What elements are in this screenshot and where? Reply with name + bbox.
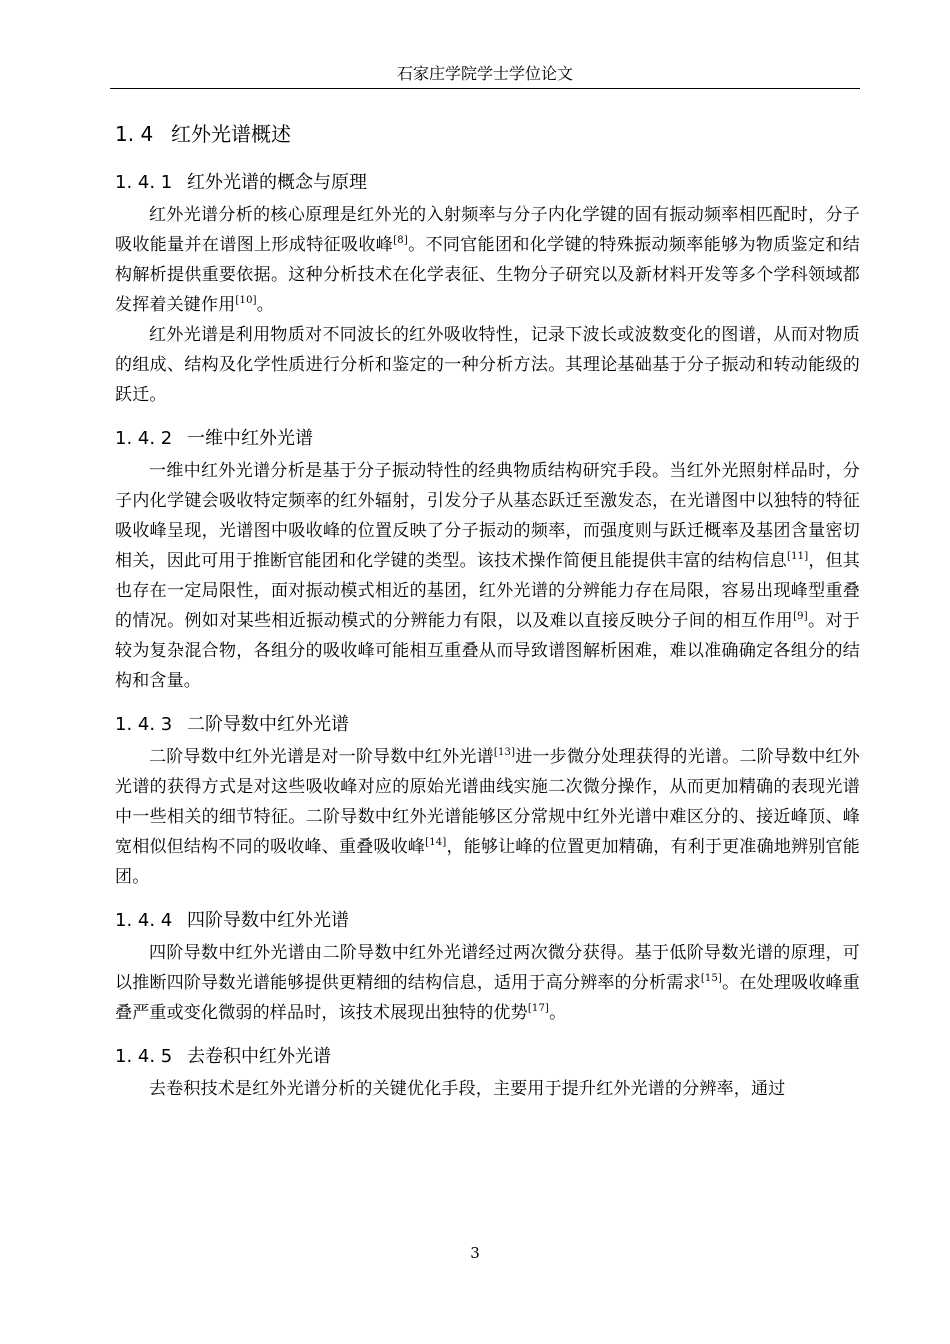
subsection-1-4-1 [115,170,860,410]
citation: [14] [425,837,447,848]
page-body [115,110,860,1120]
text-run: 二阶导数中红外光谱是对一阶导数中红外光谱 [149,747,494,767]
paragraph [115,742,860,892]
paragraph: 红外光谱是利用物质对不同波长的红外吸收特性，记录下波长或波数变化的图谱，从而对物质的组成、结构及化学性质进行分析和鉴定的一种分析方法。其理论基础基于分子振动和转动能级的跃迁。 [115,325,860,405]
text-run: 。在处理吸收峰重叠严重或变化微弱的样品时，该技术展现出独特的优势 [115,973,860,1023]
paragraph [115,200,860,320]
subsection-1-4-3 [115,712,860,892]
subsection-heading [115,170,860,196]
subsection-number: 1. 4. 4 [115,910,173,931]
citation: [17] [527,1003,550,1014]
running-header: 石家庄学院学士学位论文 [396,64,573,83]
citation: [9] [793,611,808,622]
text-run: 四阶导数中红外光谱由二阶导数中红外光谱经过两次微分获得。基于低阶导数光谱的原理，可以推断四阶导数光谱能够提供更精细的结构信息，适用于高分辨率的分析需求 [115,943,860,993]
text-run: 红外光谱分析的核心原理是红外光的入射频率与分子内化学键的固有振动频率相匹配时，分子吸收能量并在谱图上形成特征吸收峰 [115,205,860,255]
subsection-heading [115,1044,860,1070]
citation: [11] [786,551,809,562]
subsection-title: 红外光谱的概念与原理 [187,172,367,193]
text-run: 进一步微分处理获得的光谱。二阶导数中红外光谱的获得方式是对这些吸收峰对应的原始光谱曲线实施二次微分操作，从而更加精确的表现光谱中一些相关的细节特征。二阶导数中红外光谱能够区分常规中红外光谱中难区分的、接近峰顶、峰宽相似但结构不同的吸收峰、重叠吸收峰 [115,747,861,857]
subsection-number: 1. 4. 1 [115,172,173,193]
text-run: 。不同官能团和化学键的特殊振动频率能够为物质鉴定和结构解析提供重要依据。这种分析技术在化学表征、生物分子研究以及新材料开发等多个学科领域都发挥着关键作用 [115,235,860,315]
text-run: ，但其也存在一定局限性，面对振动模式相近的基团，红外光谱的分辨能力存在局限，容易出现峰型重叠的情况。例如对某些相近振动模式的分辨能力有限，以及难以直接反映分子间的相互作用 [115,551,860,631]
subsection-title: 去卷积中红外光谱 [187,1046,331,1067]
text-run: 一维中红外光谱分析是基于分子振动特性的经典物质结构研究手段。当红外光照射样品时，分子内化学键会吸收特定频率的红外辐射，引发分子从基态跃迁至激发态，在光谱图中以独特的特征吸收峰呈现，光谱图中吸收峰的位置反映了分子振动的频率，而强度则与跃迁概率及基团含量密切相关，因此可用于推断官能团和化学键的类型。该技术操作简便且能提供丰富的结构信息 [115,461,860,571]
header-rule [110,88,860,89]
section-number: 1. 4 [115,122,154,146]
citation: [13] [493,747,516,758]
text-run: 。对于较为复杂混合物，各组分的吸收峰可能相互重叠从而导致谱图解析困难，难以准确确定各组分的结构和含量。 [115,611,860,691]
subsection-title: 四阶导数中红外光谱 [187,910,349,931]
subsection-heading [115,908,860,934]
section-heading [115,120,860,148]
text-run: 。 [256,295,274,315]
section-title: 红外光谱概述 [171,122,291,146]
subsection-title: 一维中红外光谱 [187,428,313,449]
subsection-number: 1. 4. 2 [115,428,173,449]
text-run: ，能够让峰的位置更加精确，有利于更准确地辨别官能团。 [115,837,860,887]
text-run: 。 [549,1003,567,1023]
citation: [10] [235,295,257,306]
subsection-number: 1. 4. 5 [115,1046,173,1067]
subsection-1-4-2 [115,426,860,696]
citation: [8] [393,235,408,246]
subsection-heading [115,426,860,452]
citation: [15] [700,973,723,984]
page-number: 3 [470,1244,480,1262]
paragraph: 去卷积技术是红外光谱分析的关键优化手段，主要用于提升红外光谱的分辨率，通过 [149,1079,786,1099]
paragraph [115,938,860,1028]
subsection-heading [115,712,860,738]
subsection-1-4-5 [115,1044,860,1104]
subsection-title: 二阶导数中红外光谱 [187,714,349,735]
subsection-1-4-4 [115,908,860,1028]
paragraph [115,456,860,696]
subsection-number: 1. 4. 3 [115,714,173,735]
